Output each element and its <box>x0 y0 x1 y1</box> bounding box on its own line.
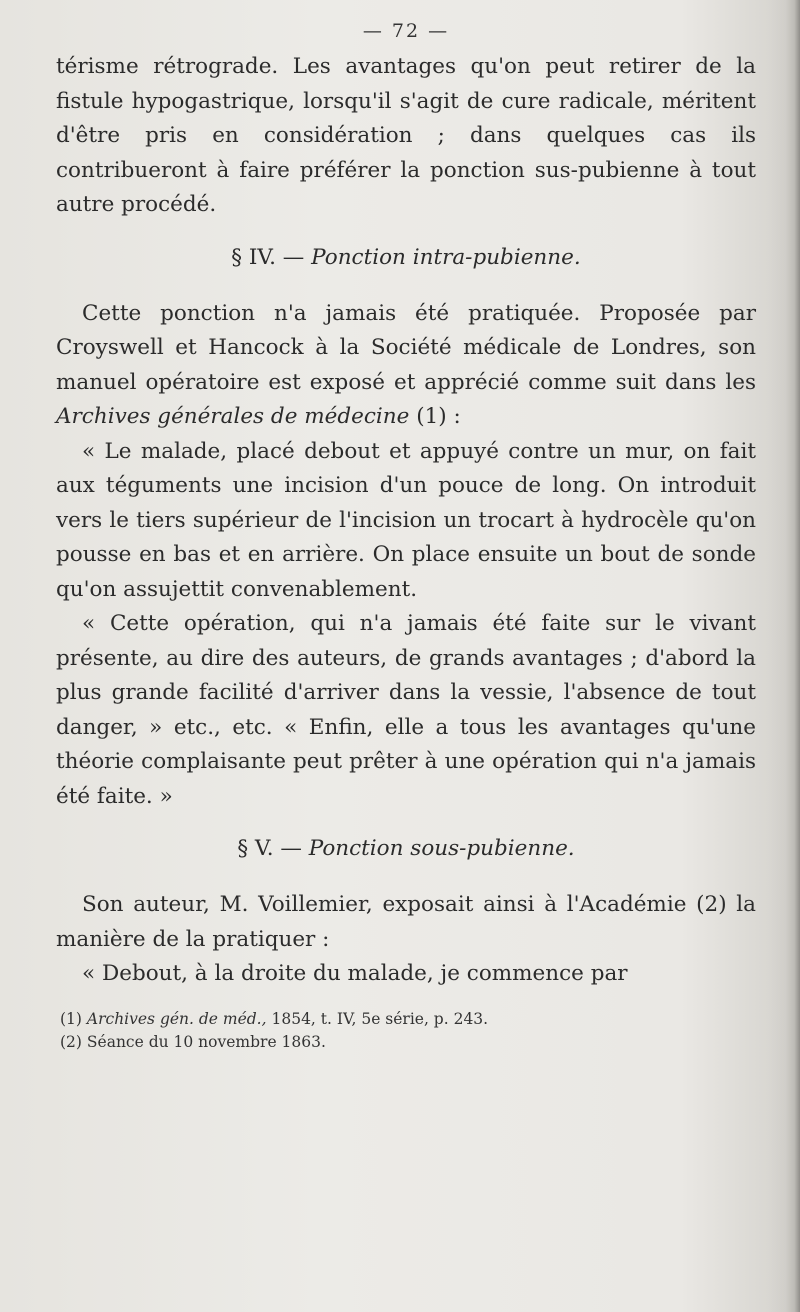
footnote-2-mark: (2) <box>60 1032 82 1051</box>
page-edge-shadow <box>786 0 800 1312</box>
footnote-1-mark: (1) <box>60 1009 82 1028</box>
footnote-1-cite: Archives gén. de méd., <box>86 1009 267 1028</box>
section-number-iv: § IV. — <box>231 244 305 270</box>
paragraph-intro-iv <box>56 297 756 435</box>
paragraph-quote-procedure: « Le malade, placé debout et appuyé contre un mur, on fait aux téguments une incision d'un pouce de long. On introduit vers le tiers supérieur de l'incision un trocart à hydrocèle qu'on pousse en bas et en arrière. On place ensuite un bout de sonde qu'on assujettit convenablement. <box>56 438 756 602</box>
paragraph-intro-iv-start: Cette ponction n'a jamais été pratiquée. Proposée par Croyswell et Hancock à la Société médicale de Londres, son manuel opératoire est exposé et apprécié comme suit dans les <box>56 300 756 395</box>
paragraph-intro-iv-end: (1) : <box>416 404 461 429</box>
paragraph-intro-v: Son auteur, M. Voillemier, exposait ainsi à l'Académie (2) la manière de la pratiquer : <box>56 892 756 952</box>
section-number-v: § V. — <box>237 836 302 861</box>
footnote-2 <box>56 1031 756 1054</box>
section-title-iv: Ponction intra-pubienne. <box>311 244 581 270</box>
page-content <box>56 20 756 1054</box>
paragraph-quote-voillemier: « Debout, à la droite du malade, je commence par <box>82 961 628 986</box>
citation-archives: Archives générales de médecine <box>56 404 410 429</box>
section-heading-iv <box>56 241 756 275</box>
footnote-1-rest: 1854, t. IV, 5e série, p. 243. <box>271 1009 489 1028</box>
footnote-1 <box>56 1008 756 1031</box>
section-heading-v <box>56 832 756 866</box>
section-title-v: Ponction sous-pubienne. <box>308 836 575 861</box>
paragraph-continuation: térisme rétrograde. Les avantages qu'on peut retirer de la fistule hypogastrique, lorsqu'il s'agit de cure radicale, méritent d'être pris en considération ; dans quelques cas ils contribueront à faire préférer la ponction sus-pubienne à tout autre procédé. <box>56 54 756 217</box>
page-number: — 72 — <box>362 20 450 42</box>
footnote-2-text: Séance du 10 novembre 1863. <box>86 1032 326 1051</box>
paragraph-quote-advantages: « Cette opération, qui n'a jamais été faite sur le vivant présente, au dire des auteurs, de grands avantages ; d'abord la plus grande facilité d'arriver dans la vessie, l'absence de tout danger, » etc., etc. « Enfin, elle a tous les avantages qu'une théorie complaisante peut prêter à une opération qui n'a jamais été faite. » <box>56 611 756 809</box>
footnotes <box>56 1008 756 1054</box>
